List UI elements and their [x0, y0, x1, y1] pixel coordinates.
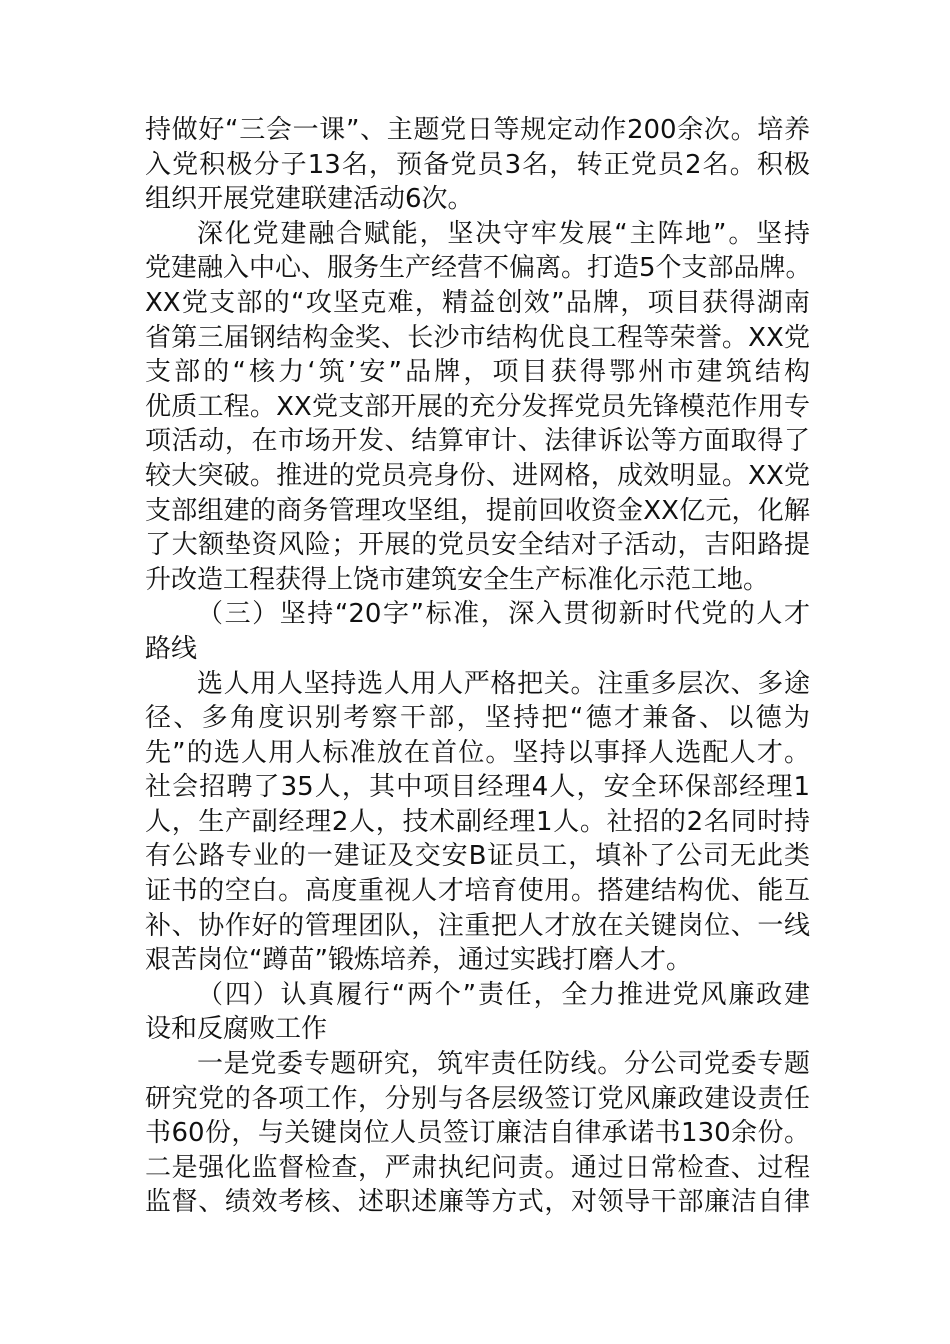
text-line: 入党积极分子13名，预备党员3名，转正党员2名。积极	[145, 149, 810, 180]
text-line: 支部的“核力‘筑’安”品牌，项目获得鄂州市建筑结构	[145, 357, 810, 388]
text-line: （三）坚持“20字”标准，深入贯彻新时代党的人才	[197, 599, 810, 630]
text-line: 项活动，在市场开发、结算审计、法律诉讼等方面取得了	[145, 426, 810, 457]
text-line: 了大额垫资风险；开展的党员安全结对子活动，吉阳路提	[145, 530, 810, 561]
text-line: 党建融入中心、服务生产经营不偏离。打造5个支部品牌。	[145, 253, 812, 284]
text-line: 选人用人坚持选人用人严格把关。注重多层次、多途	[197, 668, 810, 699]
text-line: 书60份，与关键岗位人员签订廉洁自律承诺书130余份。	[145, 1118, 810, 1149]
text-line: 监督、绩效考核、述职述廉等方式，对领导干部廉洁自律	[145, 1187, 810, 1218]
text-line: 省第三届钢结构金奖、长沙市结构优良工程等荣誉。XX党	[145, 322, 810, 353]
text-line: 证书的空白。高度重视人才培育使用。搭建结构优、能互	[145, 876, 810, 907]
text-line: 人，生产副经理2人，技术副经理1人。社招的2名同时持	[145, 806, 810, 837]
text-line: 补、协作好的管理团队，注重把人才放在关键岗位、一线	[145, 910, 810, 941]
text-line: 二是强化监督检查，严肃执纪问责。通过日常检查、过程	[145, 1152, 810, 1183]
text-line: 组织开展党建联建活动6次。	[145, 184, 474, 215]
text-line: 持做好“三会一课”、主题党日等规定动作200余次。培养	[145, 115, 810, 145]
text-line: 一是党委专题研究，筑牢责任防线。分公司党委专题	[197, 1049, 810, 1080]
text-line: 艰苦岗位“蹲苗”锻炼培养，通过实践打磨人才。	[145, 945, 692, 976]
text-line: 社会招聘了35人，其中项目经理4人，安全环保部经理1	[145, 772, 810, 803]
text-line: 路线	[145, 633, 198, 664]
text-line: 研究党的各项工作，分别与各层级签订党风廉政建设责任	[145, 1083, 810, 1114]
text-line: （四）认真履行“两个”责任，全力推进党风廉政建	[197, 979, 810, 1010]
text-line: 深化党建融合赋能，坚决守牢发展“主阵地”。坚持	[197, 218, 810, 249]
text-line: 升改造工程获得上饶市建筑安全生产标准化示范工地。	[145, 564, 770, 595]
text-line: XX党支部的“攻坚克难，精益创效”品牌，项目获得湖南	[145, 287, 810, 318]
text-line: 设和反腐败工作	[145, 1014, 328, 1045]
text-line: 较大突破。推进的党员亮身份、进网格，成效明显。XX党	[145, 460, 810, 491]
text-line: 优质工程。XX党支部开展的充分发挥党员先锋模范作用专	[145, 391, 810, 422]
text-line: 先”的选人用人标准放在首位。坚持以事择人选配人才。	[145, 737, 810, 768]
text-line: 径、多角度识别考察干部，坚持把“德才兼备、以德为	[145, 703, 810, 734]
text-line: 支部组建的商务管理攻坚组，提前回收资金XX亿元，化解	[145, 495, 810, 526]
text-line: 有公路专业的一建证及交安B证员工，填补了公司无此类	[145, 841, 810, 872]
document-page	[145, 113, 810, 1220]
